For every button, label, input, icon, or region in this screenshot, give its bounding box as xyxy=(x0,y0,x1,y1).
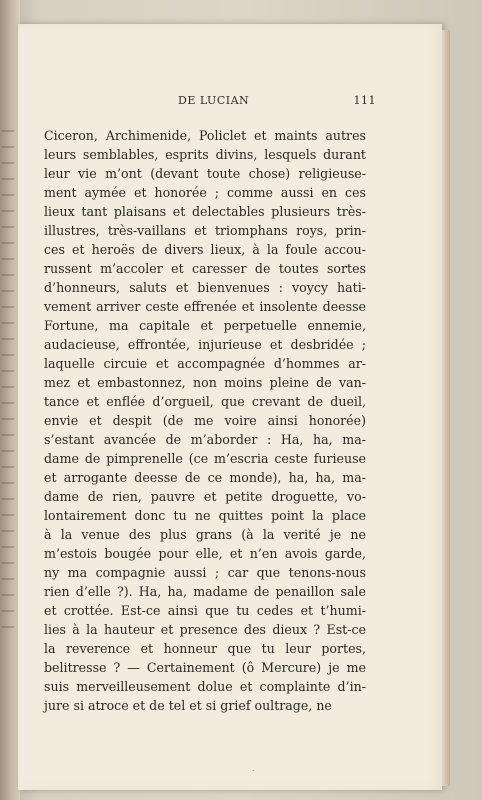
text-line: m’estois bougée pour elle, et n’en avois garde, xyxy=(44,546,366,561)
previous-page-text-shadow xyxy=(2,130,14,630)
page-number: 111 xyxy=(353,94,376,107)
body-text xyxy=(44,126,366,715)
text-line: ces et heroës de divers lieux, à la foule accou- xyxy=(44,242,366,257)
text-line: lies à la hauteur et presence des dieux ? Est-ce xyxy=(44,622,366,637)
page-fore-edge xyxy=(442,30,450,786)
text-line: d’honneurs, saluts et bienvenues : voycy hati- xyxy=(44,280,366,295)
text-line: leur vie m’ont (devant toute chose) religieuse- xyxy=(44,166,366,181)
book-page xyxy=(18,24,442,790)
text-line: lieux tant plaisans et delectables plusieurs très- xyxy=(44,204,366,219)
text-line: et arrogante deesse de ce monde), ha, ha, ma- xyxy=(44,470,366,485)
page-speck: ˙ xyxy=(251,770,256,780)
text-line: envie et despit (de me voire ainsi honorée) xyxy=(44,413,366,428)
text-line: tance et enflée d’orgueil, que crevant de dueil, xyxy=(44,394,366,409)
text-line: la reverence et honneur que tu leur portes, xyxy=(44,641,366,656)
text-line: dame de rien, pauvre et petite droguette, vo- xyxy=(44,489,366,504)
text-line: ny ma compagnie aussi ; car que tenons-nous xyxy=(44,565,366,580)
text-line: rien d’elle ?). Ha, ha, madame de penaillon sale xyxy=(44,584,366,599)
text-line: leurs semblables, esprits divins, lesquels durant xyxy=(44,147,366,162)
text-line: vement arriver ceste effrenée et insolente deesse xyxy=(44,299,366,314)
text-line: illustres, très-vaillans et triomphans roys, prin- xyxy=(44,223,366,238)
text-line: suis merveilleusement dolue et complainte d’in- xyxy=(44,679,366,694)
text-line: laquelle circuie et accompagnée d’hommes ar- xyxy=(44,356,366,371)
running-title: DE LUCIAN xyxy=(178,94,250,107)
text-line: s’estant avancée de m’aborder : Ha, ha, ma- xyxy=(44,432,366,447)
text-line: Fortune, ma capitale et perpetuelle ennemie, xyxy=(44,318,366,333)
text-line: Ciceron, Archimenide, Policlet et maints autres xyxy=(44,128,366,143)
text-line: et crottée. Est-ce ainsi que tu cedes et t’humi- xyxy=(44,603,366,618)
text-line: lontairement donc tu ne quittes point la place xyxy=(44,508,366,523)
previous-page-edge xyxy=(0,0,20,800)
text-line: belitresse ? — Certainement (ô Mercure) je me xyxy=(44,660,366,675)
text-line: à la venue des plus grans (à la verité je ne xyxy=(44,527,366,542)
text-line: dame de pimprenelle (ce m’escria ceste furieuse xyxy=(44,451,366,466)
text-line: audacieuse, effrontée, injurieuse et desbridée ; xyxy=(44,337,366,352)
text-line: jure si atroce et de tel et si grief oultrage, ne xyxy=(44,698,332,713)
text-line: mez et embastonnez, non moins pleine de van- xyxy=(44,375,366,390)
text-line: ment aymée et honorée ; comme aussi en ces xyxy=(44,185,366,200)
text-line: russent m’accoler et caresser de toutes sortes xyxy=(44,261,366,276)
running-header xyxy=(60,94,376,112)
